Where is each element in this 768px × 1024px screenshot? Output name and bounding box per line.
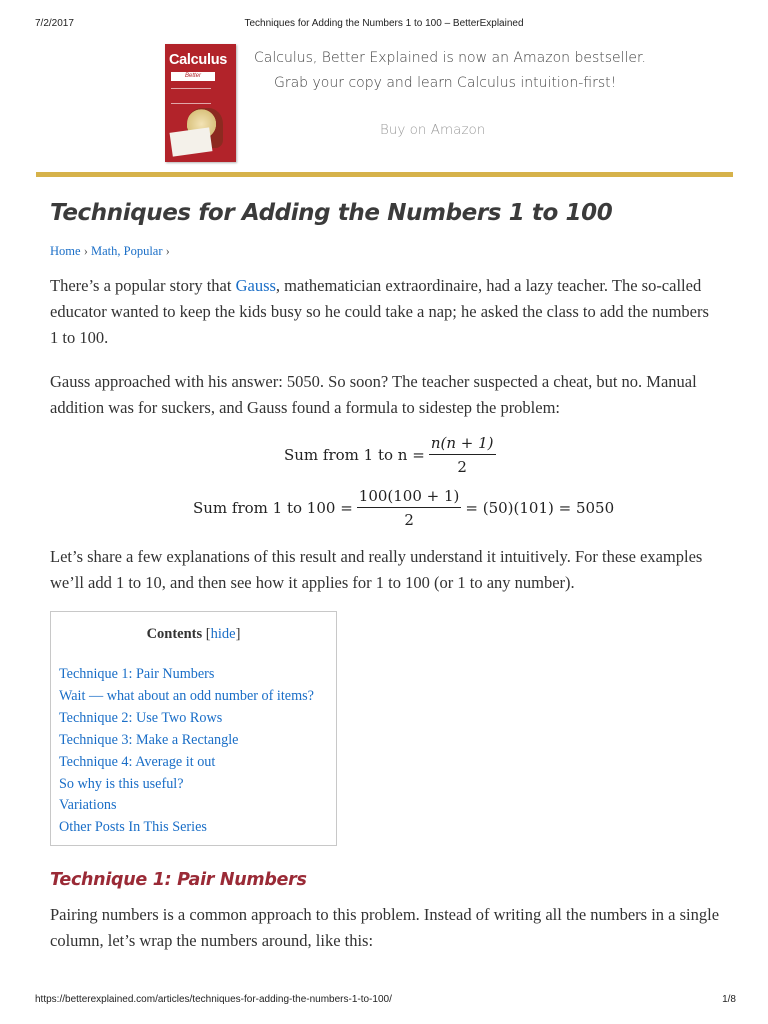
toc-link-technique-3[interactable]: Technique 3: Make a Rectangle xyxy=(59,731,239,748)
fraction-denominator: 2 xyxy=(457,458,467,476)
intro-text-start: There’s a popular story that xyxy=(50,276,236,295)
promo-line-2: Grab your copy and learn Calculus intuition-first! xyxy=(274,75,617,91)
print-header xyxy=(0,16,768,32)
formula-sum-n-fraction xyxy=(429,434,496,476)
formula-sum-n xyxy=(284,434,500,476)
header-divider xyxy=(36,172,733,177)
intro-paragraph xyxy=(50,273,720,351)
toc-link-technique-2[interactable]: Technique 2: Use Two Rows xyxy=(59,709,223,726)
print-date: 7/2/2017 xyxy=(35,18,74,29)
formula-sum-100 xyxy=(193,487,614,529)
toc-item xyxy=(59,664,314,686)
toc-link-variations[interactable]: Variations xyxy=(59,797,117,814)
toc-item xyxy=(59,817,314,839)
formula-sum-100-rhs: = (50)(101) = 5050 xyxy=(465,499,615,517)
print-footer xyxy=(0,994,768,1010)
toc-item xyxy=(59,795,314,817)
toc-item xyxy=(59,752,314,774)
toc-list xyxy=(59,664,314,839)
breadcrumb xyxy=(50,244,170,259)
breadcrumb-separator: › xyxy=(83,244,88,258)
toc-item xyxy=(59,686,314,708)
breadcrumb-separator: › xyxy=(165,244,170,258)
toc-hide-toggle[interactable]: hide xyxy=(210,626,236,642)
book-decoration xyxy=(171,88,211,104)
book-cover-image[interactable] xyxy=(165,44,236,162)
print-doc-title: Techniques for Adding the Numbers 1 to 100 – BetterExplained xyxy=(244,18,524,29)
breadcrumb-home-link[interactable]: Home xyxy=(50,244,81,258)
table-of-contents xyxy=(50,611,337,846)
print-url: https://betterexplained.com/articles/techniques-for-adding-the-numbers-1-to-100/ xyxy=(35,994,392,1005)
toc-link-technique-1[interactable]: Technique 1: Pair Numbers xyxy=(59,666,215,682)
toc-item xyxy=(59,708,314,730)
fraction-denominator: 2 xyxy=(404,511,414,529)
toc-item xyxy=(59,774,314,796)
pairing-paragraph: Pairing numbers is a common approach to this problem. Instead of writing all the numbers in a single column, let’s wrap the numbers around, like this: xyxy=(50,905,720,950)
buy-on-amazon-link[interactable]: Buy on Amazon xyxy=(380,122,486,138)
toc-link-technique-4[interactable]: Technique 4: Average it out xyxy=(59,753,216,770)
toc-header xyxy=(51,626,336,643)
intro-text-end: , mathematician extraordinaire, had a lazy teacher. The so-called educator wanted to keep the kids busy so he could take a nap; he asked the class to add the numbers 1 to 100. xyxy=(50,276,709,347)
explanations-paragraph: Let’s share a few explanations of this result and really understand it intuitively. For these examples we’ll add 1 to 10, and then see how it applies for 1 to 100 (or 1 to any number). xyxy=(50,547,703,592)
toc-item xyxy=(59,730,314,752)
formula-sum-n-lhs: Sum from 1 to n = xyxy=(284,446,425,464)
section-heading-technique-1: Technique 1: Pair Numbers xyxy=(50,870,307,890)
gauss-paragraph: Gauss approached with his answer: 5050. So soon? The teacher suspected a cheat, but no. Manual addition was for suckers, and Gauss found a formula to sidestep the problem: xyxy=(50,372,697,417)
formula-sum-100-lhs: Sum from 1 to 100 = xyxy=(193,499,353,517)
gauss-link[interactable]: Gauss xyxy=(235,276,276,295)
book-subtitle: Better Explained xyxy=(171,72,215,81)
toc-link-other-posts[interactable]: Other Posts In This Series xyxy=(59,819,207,836)
breadcrumb-categories-link[interactable]: Math, Popular xyxy=(90,244,163,258)
fraction-numerator: 100(100 + 1) xyxy=(357,487,462,508)
formula-sum-100-fraction xyxy=(357,487,462,529)
promo-line-1: Calculus, Better Explained is now an Amazon bestseller. xyxy=(254,50,646,66)
toc-link-why-useful[interactable]: So why is this useful? xyxy=(59,775,184,792)
print-page-number: 1/8 xyxy=(722,994,736,1005)
toc-link-odd-items[interactable]: Wait — what about an odd number of items? xyxy=(59,687,314,704)
book-title: Calculus xyxy=(169,52,228,68)
toc-title: Contents xyxy=(146,626,203,642)
book-paper-art xyxy=(170,127,213,156)
toc-bracket: ] xyxy=(235,626,241,642)
fraction-numerator: n(n + 1) xyxy=(429,434,496,455)
page-title: Techniques for Adding the Numbers 1 to 100 xyxy=(50,200,613,226)
toc-bracket: [ xyxy=(205,626,211,642)
